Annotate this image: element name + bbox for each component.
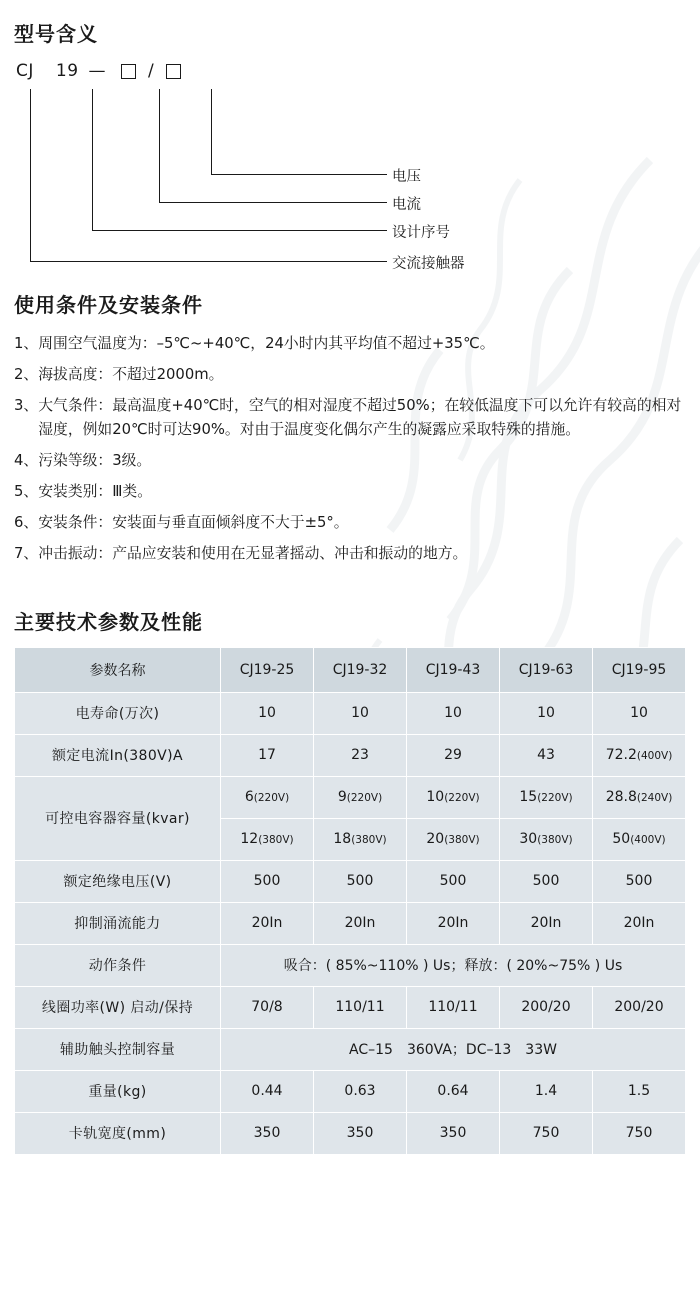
section-title-specs: 主要技术参数及性能	[14, 609, 203, 634]
list-item-text: 污染等级：3级。	[38, 451, 152, 469]
table-cell: 20In	[407, 902, 500, 944]
table-row	[15, 1112, 686, 1154]
table-cell	[500, 776, 593, 818]
table-cell	[314, 776, 407, 818]
table-cell	[500, 818, 593, 860]
cell-value: 15	[519, 789, 538, 806]
cell-value: 43	[537, 747, 555, 764]
cell-sub: (380V)	[258, 834, 294, 847]
cell-value: 20	[426, 831, 445, 848]
cell-sub: (380V)	[537, 834, 573, 847]
cell-value: 10	[426, 789, 445, 806]
leader-line-design-vertical	[92, 89, 93, 230]
table-cell-merged: 吸合：( 85%~110% ) Us；释放：( 20%~75% ) Us	[221, 944, 686, 986]
table-cell: 350	[314, 1112, 407, 1154]
model-code-dash: —	[88, 61, 107, 81]
model-designation-diagram	[16, 61, 686, 272]
list-item-text: 冲击振动：产品应安装和使用在无显著摇动、冲击和振动的地方。	[38, 544, 468, 562]
table-cell	[593, 818, 686, 860]
table-cell: 0.44	[221, 1070, 314, 1112]
list-item	[14, 363, 686, 387]
row-label: 辅助触头控制容量	[15, 1028, 221, 1070]
list-item-number: 3、	[14, 396, 39, 414]
cell-sub: (240V)	[636, 792, 673, 805]
cell-value: 17	[258, 747, 276, 764]
list-item-text: 海拔高度：不超过2000m。	[38, 365, 224, 383]
table-header-cell: CJ19-95	[593, 647, 686, 692]
model-label-current: 电流	[392, 197, 421, 213]
table-header-cell: CJ19-32	[314, 647, 407, 692]
cell-value: 18	[333, 831, 352, 848]
table-cell	[500, 734, 593, 776]
section-title-conditions: 使用条件及安装条件	[14, 293, 203, 317]
table-row	[15, 692, 686, 734]
model-label-voltage: 电压	[392, 169, 421, 185]
row-label: 额定绝缘电压(V)	[15, 860, 221, 902]
row-label: 额定电流In(380V)A	[15, 734, 221, 776]
table-cell: 20In	[500, 902, 593, 944]
spec-table	[14, 647, 686, 1155]
cell-value: 29	[444, 747, 462, 764]
table-cell: 20In	[221, 902, 314, 944]
list-item-number: 1、	[14, 335, 39, 352]
table-cell: 500	[593, 860, 686, 902]
cell-sub: (380V)	[444, 834, 480, 847]
row-label: 电寿命(万次)	[15, 692, 221, 734]
table-cell: 750	[500, 1112, 593, 1154]
list-item-text: 大气条件：最高温度+40℃时，空气的相对湿度不超过50%；在较低温度下可以允许有较高的相对湿度，例如20℃时可达90%。对由于温度变化偶尔产生的凝露应采取特殊的措施。	[38, 396, 682, 438]
leader-line-design-horizontal	[92, 230, 387, 231]
leader-line-current-horizontal	[159, 202, 387, 203]
table-cell: 350	[221, 1112, 314, 1154]
table-header-row	[15, 647, 686, 692]
list-item	[14, 332, 686, 356]
model-code-slash: /	[148, 61, 155, 81]
section-title-model: 型号含义	[14, 22, 98, 46]
table-header-cell: CJ19-25	[221, 647, 314, 692]
table-cell: 110/11	[314, 986, 407, 1028]
model-label-ac-contactor: 交流接触器	[392, 256, 465, 272]
table-cell	[407, 734, 500, 776]
table-cell: 0.64	[407, 1070, 500, 1112]
leader-line-voltage-vertical	[211, 89, 212, 174]
list-item-text: 安装类别：Ⅲ类。	[38, 482, 152, 500]
table-cell: 500	[500, 860, 593, 902]
table-cell: 1.4	[500, 1070, 593, 1112]
list-item	[14, 480, 686, 504]
table-cell: 500	[221, 860, 314, 902]
leader-line-voltage-horizontal	[211, 174, 387, 175]
list-item	[14, 449, 686, 473]
cell-value: 12	[240, 831, 259, 848]
table-cell: 70/8	[221, 986, 314, 1028]
table-cell: 10	[407, 692, 500, 734]
table-cell: 10	[221, 692, 314, 734]
table-cell-merged: AC–15 360VA；DC–13 33W	[221, 1028, 686, 1070]
leader-line-current-vertical	[159, 89, 160, 202]
table-row	[15, 986, 686, 1028]
model-label-design-number: 设计序号	[392, 225, 450, 241]
table-cell: 200/20	[500, 986, 593, 1028]
cell-sub: (220V)	[253, 792, 290, 805]
table-cell	[593, 734, 686, 776]
cell-sub: (220V)	[346, 792, 383, 805]
list-item	[14, 542, 686, 566]
list-item-number: 4、	[14, 451, 39, 469]
list-item-number: 2、	[14, 365, 39, 383]
table-cell: 750	[593, 1112, 686, 1154]
table-header-cell: CJ19-63	[500, 647, 593, 692]
cell-value: 6	[244, 789, 254, 806]
list-item	[14, 394, 686, 442]
table-row	[15, 776, 686, 818]
table-cell: 350	[407, 1112, 500, 1154]
cell-value: 50	[612, 831, 631, 848]
model-code-prefix: CJ	[16, 61, 34, 81]
cell-value: 72.2	[605, 747, 637, 764]
list-item-number: 5、	[14, 482, 39, 500]
table-cell	[593, 776, 686, 818]
cell-sub: (400V)	[636, 750, 673, 763]
row-label: 重量(kg)	[15, 1070, 221, 1112]
table-header-cell: CJ19-43	[407, 647, 500, 692]
conditions-list	[14, 332, 686, 566]
leader-line-contactor-horizontal	[30, 261, 387, 262]
table-cell	[314, 734, 407, 776]
table-row	[15, 734, 686, 776]
list-item-text: 安装条件：安装面与垂直面倾斜度不大于±5°。	[38, 513, 349, 531]
table-cell	[221, 776, 314, 818]
cell-sub: (380V)	[351, 834, 387, 847]
cell-value: 9	[337, 789, 347, 806]
row-label: 卡轨宽度(mm)	[15, 1112, 221, 1154]
table-cell: 200/20	[593, 986, 686, 1028]
cell-value: 30	[519, 831, 538, 848]
table-cell	[314, 818, 407, 860]
table-cell	[407, 818, 500, 860]
table-cell: 500	[407, 860, 500, 902]
cell-sub: (220V)	[537, 792, 573, 805]
table-cell: 500	[314, 860, 407, 902]
cell-sub: (220V)	[444, 792, 480, 805]
model-code-box-current	[121, 64, 136, 79]
table-cell: 110/11	[407, 986, 500, 1028]
table-cell	[221, 818, 314, 860]
list-item-number: 6、	[14, 513, 39, 531]
table-cell	[407, 776, 500, 818]
table-cell	[221, 734, 314, 776]
row-label: 可控电容器容量(kvar)	[15, 776, 221, 860]
table-row	[15, 1028, 686, 1070]
table-row	[15, 1070, 686, 1112]
cell-sub: (400V)	[630, 834, 666, 847]
cell-value: 28.8	[605, 789, 637, 806]
table-row	[15, 902, 686, 944]
leader-line-contactor-vertical	[30, 89, 31, 261]
table-cell: 10	[500, 692, 593, 734]
table-cell: 20In	[314, 902, 407, 944]
row-label: 线圈功率(W) 启动/保持	[15, 986, 221, 1028]
table-row	[15, 944, 686, 986]
list-item-text: 周围空气温度为：–5℃~+40℃，24小时内其平均值不超过+35℃。	[38, 335, 495, 352]
table-cell: 10	[593, 692, 686, 734]
model-code-row	[16, 61, 188, 81]
model-code-series: 19	[55, 61, 79, 81]
table-cell: 1.5	[593, 1070, 686, 1112]
cell-value: 23	[351, 747, 369, 764]
table-cell: 20In	[593, 902, 686, 944]
table-cell: 10	[314, 692, 407, 734]
table-cell: 0.63	[314, 1070, 407, 1112]
table-row	[15, 860, 686, 902]
row-label: 抑制涌流能力	[15, 902, 221, 944]
list-item	[14, 511, 686, 535]
list-item-number: 7、	[14, 544, 39, 562]
table-header-cell: 参数名称	[15, 647, 221, 692]
row-label: 动作条件	[15, 944, 221, 986]
model-code-box-voltage	[166, 64, 181, 79]
